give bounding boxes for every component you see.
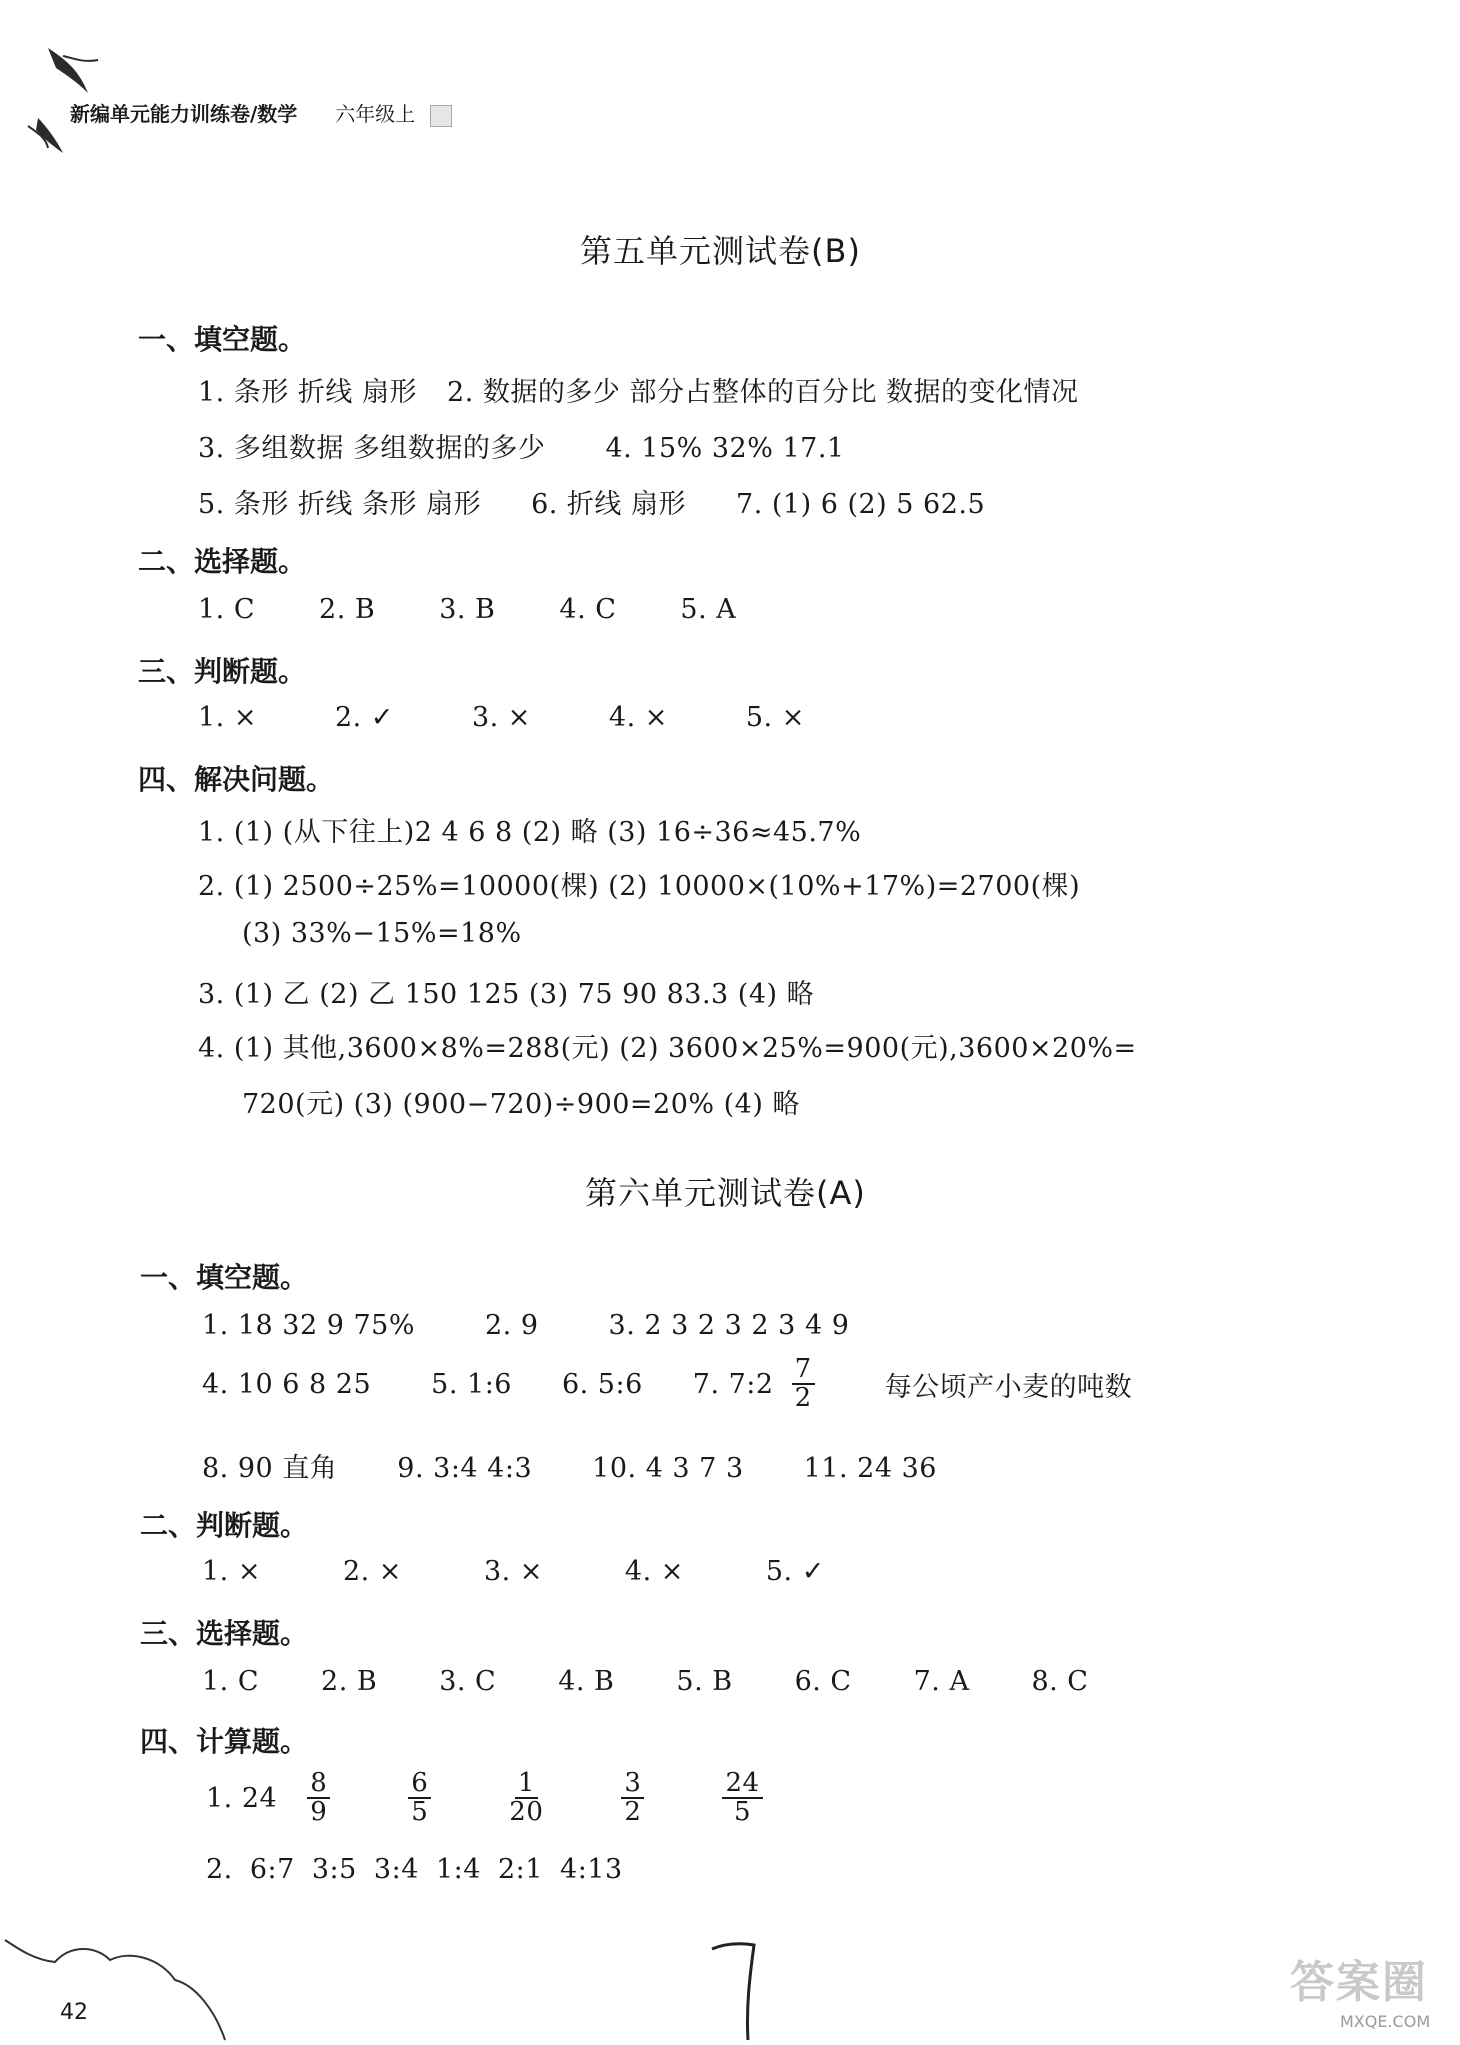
answer-line: 720(元) (3) (900−720)÷900=20% (4) 略 [242,1089,800,1120]
answer-line: 1. (1) (从下往上)2 4 6 8 (2) 略 (3) 16÷36≈45.7% [198,817,862,848]
fraction: $\frac{1}{20}$ [509,1768,544,1828]
heading-judgement: 三、判断题。 [138,655,307,688]
header-icon [430,105,452,127]
answer-line: 1. × 2. ✓ 3. × 4. × 5. × [198,702,805,733]
heading-choice: 三、选择题。 [140,1617,309,1650]
page-number: 42 [60,2000,88,2025]
pen-mark-icon [706,1935,766,2045]
answer-line: 1. C 2. B 3. B 4. C 5. A [198,594,737,625]
heading-fill-blank: 一、填空题。 [138,323,307,356]
heading-calculation: 四、计算题。 [140,1725,309,1758]
answer-line: 1. 24 $\frac{8}{9}$ $\frac{6}{5}$ $\frac{1}{20}$ $\frac{3}{2}$ $\frac{24}{5}$ [206,1770,823,1827]
heading-problem-solving: 四、解决问题。 [138,763,335,796]
watermark-url: MXQE.COM [1340,2012,1431,2031]
answer-line: 1. 18 32 9 75% 2. 9 3. 2 3 2 3 2 3 4 9 [202,1310,850,1341]
heading-choice: 二、选择题。 [138,545,307,578]
answer-line: 8. 90 直角 9. 3:4 4:3 10. 4 3 7 3 11. 24 36 [202,1453,937,1484]
heading-fill-blank: 一、填空题。 [140,1261,309,1294]
fraction: $\frac{6}{5}$ [408,1770,461,1827]
answer-line: 3. (1) 乙 (2) 乙 150 125 (3) 75 90 83.3 (4) 略 [198,979,815,1010]
fraction: $\frac{24}{5}$ [722,1770,792,1827]
answer-line: 4. (1) 其他,3600×8%=288(元) (2) 3600×25%=900(元),3600×20%= [198,1033,1137,1064]
section-title-unit6-a: 第六单元测试卷(A) [585,1174,866,1212]
cloud-decoration-icon [0,1900,260,2045]
grade-label: 六年级上 [335,102,416,126]
answer-line: 2. 6:7 3:5 3:4 1:4 2:1 4:13 [206,1854,623,1885]
answer-line: 5. 条形 折线 条形 扇形 6. 折线 扇形 7. (1) 6 (2) 5 62.5 [198,489,986,520]
answer-line: (3) 33%−15%=18% [242,918,522,949]
fraction: $\frac{3}{2}$ [621,1770,674,1827]
answer-line: 3. 多组数据 多组数据的多少 4. 15% 32% 17.1 [198,433,845,464]
answer-line: 4. 10 6 8 25 5. 1:6 6. 5:6 7. 7:2 $\frac{7}{2}$ 每公顷产小麦的吨数 [202,1354,1133,1414]
book-title: 新编单元能力训练卷/数学 [70,102,298,126]
answer-line: 2. (1) 2500÷25%=10000(棵) (2) 10000×(10%+17%)=2700(棵) [198,871,1081,902]
fraction: $\frac{7}{2}$ [792,1356,845,1413]
section-title-unit5-b: 第五单元测试卷(B) [580,232,861,270]
watermark-logo: 答案圈 [1290,1957,1428,2008]
answer-line: 1. C 2. B 3. C 4. B 5. B 6. C 7. A 8. C [202,1666,1089,1697]
heading-judgement: 二、判断题。 [140,1509,309,1542]
answer-line: 1. × 2. × 3. × 4. × 5. ✓ [202,1556,825,1587]
answer-line: 1. 条形 折线 扇形 2. 数据的多少 部分占整体的百分比 数据的变化情况 [198,377,1079,408]
fraction: $\frac{8}{9}$ [307,1770,360,1827]
